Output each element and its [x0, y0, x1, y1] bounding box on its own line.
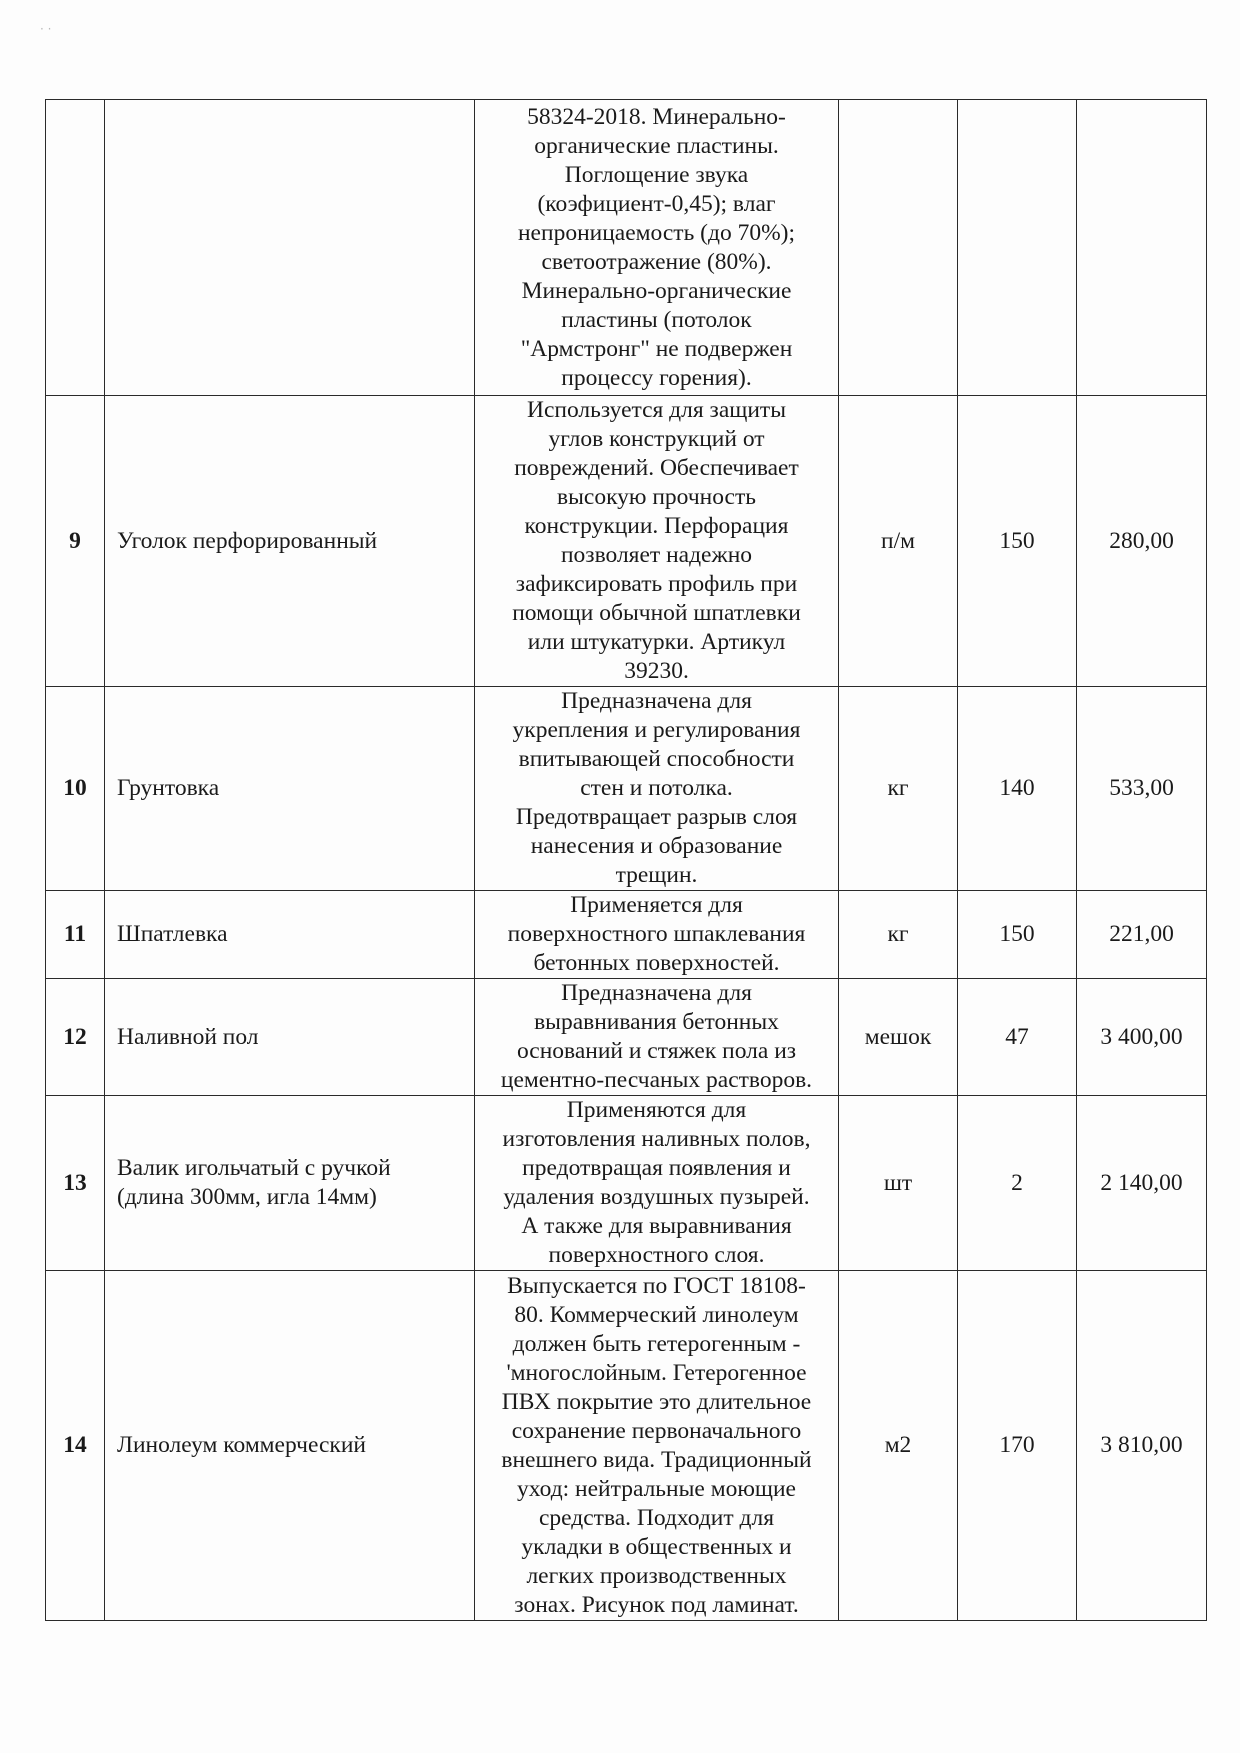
item-unit: м2	[839, 1271, 958, 1621]
item-name	[105, 687, 475, 891]
item-description	[475, 1271, 839, 1621]
item-description-text: Применяются для изготовления наливных полов, предотвращая появления и удаления воздушных пузырей. А также для выравнивания поверхностного слоя.	[502, 1097, 811, 1268]
item-description	[475, 1096, 839, 1271]
item-price: 3 400,00	[1077, 979, 1207, 1096]
table-row	[46, 979, 1207, 1096]
item-price	[1077, 100, 1207, 396]
item-quantity: 140	[958, 687, 1077, 891]
table-row	[46, 687, 1207, 891]
table-row	[46, 1271, 1207, 1621]
item-description-text: 58324-2018. Минерально- органические пластины. Поглощение звука (коэфициент-0,45); влаг непроницаемость (до 70%); светоотражение (80%). Минерально-органические пластины (потолок "Армстронг" не подвержен процессу горения).	[517, 103, 795, 391]
item-unit: кг	[839, 687, 958, 891]
row-number	[46, 100, 105, 396]
item-price: 221,00	[1077, 891, 1207, 979]
item-name-text: Шпатлевка	[117, 921, 228, 947]
item-quantity	[958, 100, 1077, 396]
scan-artifact: · ·	[40, 22, 52, 36]
item-description-text: Предназначена для укрепления и регулирования впитывающей способности стен и потолка. Предотвращает разрыв слоя нанесения и образование трещин.	[512, 688, 801, 888]
item-name	[105, 100, 475, 396]
item-unit	[839, 100, 958, 396]
item-name	[105, 396, 475, 687]
item-description	[475, 891, 839, 979]
table-row	[46, 100, 1207, 396]
item-quantity: 150	[958, 891, 1077, 979]
item-name	[105, 1271, 475, 1621]
item-quantity: 47	[958, 979, 1077, 1096]
item-name	[105, 1096, 475, 1271]
row-number: 12	[46, 979, 105, 1096]
item-unit: кг	[839, 891, 958, 979]
item-name-text: Грунтовка	[117, 775, 220, 801]
item-name-text: Уголок перфорированный	[117, 527, 378, 554]
item-quantity: 150	[958, 396, 1077, 687]
item-description	[475, 979, 839, 1096]
item-unit: мешок	[839, 979, 958, 1096]
item-price: 280,00	[1077, 396, 1207, 687]
row-number: 10	[46, 687, 105, 891]
item-name	[105, 891, 475, 979]
item-description-text: Выпускается по ГОСТ 18108- 80. Коммерческий линолеум должен быть гетерогенным - 'многослойным. Гетерогенное ПВХ покрытие это длительное сохранение первоначального внешнего вида. Традиционный уход: нейтральные моющие средства. Подходит для укладки в общественных и легких производственных зонах. Рисунок под ламинат.	[501, 1272, 812, 1618]
row-number: 14	[46, 1271, 105, 1621]
item-quantity: 170	[958, 1271, 1077, 1621]
row-number: 11	[46, 891, 105, 979]
item-price: 533,00	[1077, 687, 1207, 891]
item-unit: п/м	[839, 396, 958, 687]
item-description	[475, 687, 839, 891]
item-description-text: Применяется для поверхностного шпаклевания бетонных поверхностей.	[507, 892, 806, 976]
item-name-text: Наливной пол	[117, 1023, 259, 1050]
row-number: 9	[46, 396, 105, 687]
table-row	[46, 891, 1207, 979]
item-quantity: 2	[958, 1096, 1077, 1271]
table-row	[46, 396, 1207, 687]
item-price: 3 810,00	[1077, 1271, 1207, 1621]
item-name	[105, 979, 475, 1096]
item-description-text: Предназначена для выравнивания бетонных оснований и стяжек пола из цементно-песчаных растворов.	[500, 980, 813, 1093]
item-name-text: Линолеум коммерческий	[117, 1432, 366, 1458]
item-description	[475, 396, 839, 687]
item-description	[475, 100, 839, 396]
row-number: 13	[46, 1096, 105, 1271]
specification-table	[45, 99, 1207, 1621]
table-row	[46, 1096, 1207, 1271]
item-description-text: Используется для защиты углов конструкций от повреждений. Обеспечивает высокую прочность конструкции. Перфорация позволяет надежно зафиксировать профиль при помощи обычной шпатлевки или штукатурки. Артикул 39230.	[512, 397, 801, 684]
item-price: 2 140,00	[1077, 1096, 1207, 1271]
item-unit: шт	[839, 1096, 958, 1271]
item-name-text: Валик игольчатый с ручкой (длина 300мм, игла 14мм)	[117, 1155, 391, 1210]
